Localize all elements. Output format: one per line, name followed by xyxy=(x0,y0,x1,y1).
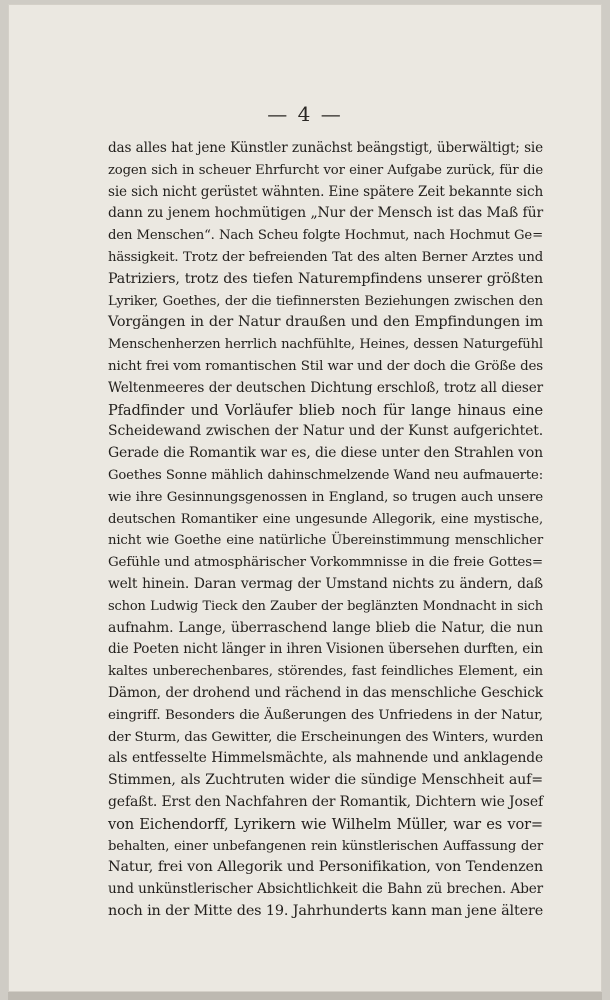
text-line: schon Ludwig Tieck den Zauber der beglänzten Mondnacht in sich xyxy=(108,598,543,614)
text-line: sie sich nicht gerüstet wähnten. Eine spätere Zeit bekannte sich xyxy=(108,183,544,200)
text-line: Stimmen, als Zuchtruten wider die sündige Menschheit auf= xyxy=(108,772,543,789)
text-line: Dämon, der drohend und rächend in das menschliche Geschick xyxy=(108,684,543,701)
page-number: — 4 — xyxy=(267,102,343,126)
text-line: Lyriker, Goethes, der die tiefinnersten Beziehungen zwischen den xyxy=(108,293,543,309)
text-line: Natur, frei von Allegorik und Personifikation, von Tendenzen xyxy=(108,859,543,876)
text-line: den Menschen“. Nach Scheu folgte Hochmut, nach Hochmut Ge= xyxy=(108,228,543,244)
text-line: kaltes unberechenbares, störendes, fast feindliches Element, ein xyxy=(108,664,543,680)
text-line: nicht wie Goethe eine natürliche Übereinstimmung menschlicher xyxy=(108,533,543,549)
text-line: zogen sich in scheuer Ehrfurcht vor einer Aufgabe zurück, für die xyxy=(108,162,543,178)
book-page xyxy=(8,4,602,992)
text-line: gefaßt. Erst den Nachfahren der Romantik, Dichtern wie Josef xyxy=(108,793,543,810)
text-line: der Sturm, das Gewitter, die Erscheinungen des Winters, wurden xyxy=(108,729,544,745)
text-line: Weltenmeeres der deutschen Dichtung erschloß, trotz all dieser xyxy=(108,379,543,396)
text-line: Goethes Sonne mählich dahinschmelzende Wand neu aufmauerte: xyxy=(108,467,543,483)
text-line: Gefühle und atmosphärischer Vorkommnisse in die freie Gottes= xyxy=(108,555,543,571)
text-line: die Poeten nicht länger in ihren Visionen übersehen durften, ein xyxy=(108,641,543,658)
page-edge xyxy=(8,992,602,1000)
text-line: wie ihre Gesinnungsgenossen in England, so trugen auch unsere xyxy=(108,489,543,505)
text-line: Pfadfinder und Vorläufer blieb noch für lange hinaus eine xyxy=(108,401,543,419)
text-line: Scheidewand zwischen der Natur und der Kunst aufgerichtet. xyxy=(108,423,543,440)
text-line: und unkünstlerischer Absichtlichkeit die Bahn zü brechen. Aber xyxy=(108,881,543,898)
text-line: von Eichendorff, Lyrikern wie Wilhelm Müller, war es vor= xyxy=(108,815,543,833)
text-line: Patriziers, trotz des tiefen Naturempfindens unserer größten xyxy=(108,270,543,287)
text-line: dann zu jenem hochmütigen „Nur der Mensch ist das Maß für xyxy=(108,205,543,222)
text-line: hässigkeit. Trotz der befreienden Tat des alten Berner Arztes und xyxy=(108,249,543,265)
text-line: behalten, einer unbefangenen rein künstlerischen Auffassung der xyxy=(108,838,543,854)
text-line: aufnahm. Lange, überraschend lange blieb die Natur, die nun xyxy=(108,619,543,636)
text-line: als entfesselte Himmelsmächte, als mahnende und anklagende xyxy=(108,750,543,767)
text-line: noch in der Mitte des 19. Jahrhunderts kann man jene ältere xyxy=(108,902,544,919)
body-text xyxy=(108,138,543,923)
text-line: Menschenherzen herrlich nachfühlte, Heines, dessen Naturgefühl xyxy=(108,337,543,353)
text-line: Gerade die Romantik war es, die diese unter den Strahlen von xyxy=(108,445,543,462)
text-line: eingriff. Besonders die Äußerungen des Unfriedens in der Natur, xyxy=(108,707,543,723)
text-line: welt hinein. Daran vermag der Umstand nichts zu ändern, daß xyxy=(108,575,543,592)
text-line: nicht frei vom romantischen Stil war und der doch die Größe des xyxy=(108,358,543,374)
text-line: deutschen Romantiker eine ungesunde Allegorik, eine mystische, xyxy=(108,511,543,527)
text-line: das alles hat jene Künstler zunächst beängstigt, überwältigt; sie xyxy=(108,140,543,156)
text-line: Vorgängen in der Natur draußen und den Empfindungen im xyxy=(108,314,543,331)
